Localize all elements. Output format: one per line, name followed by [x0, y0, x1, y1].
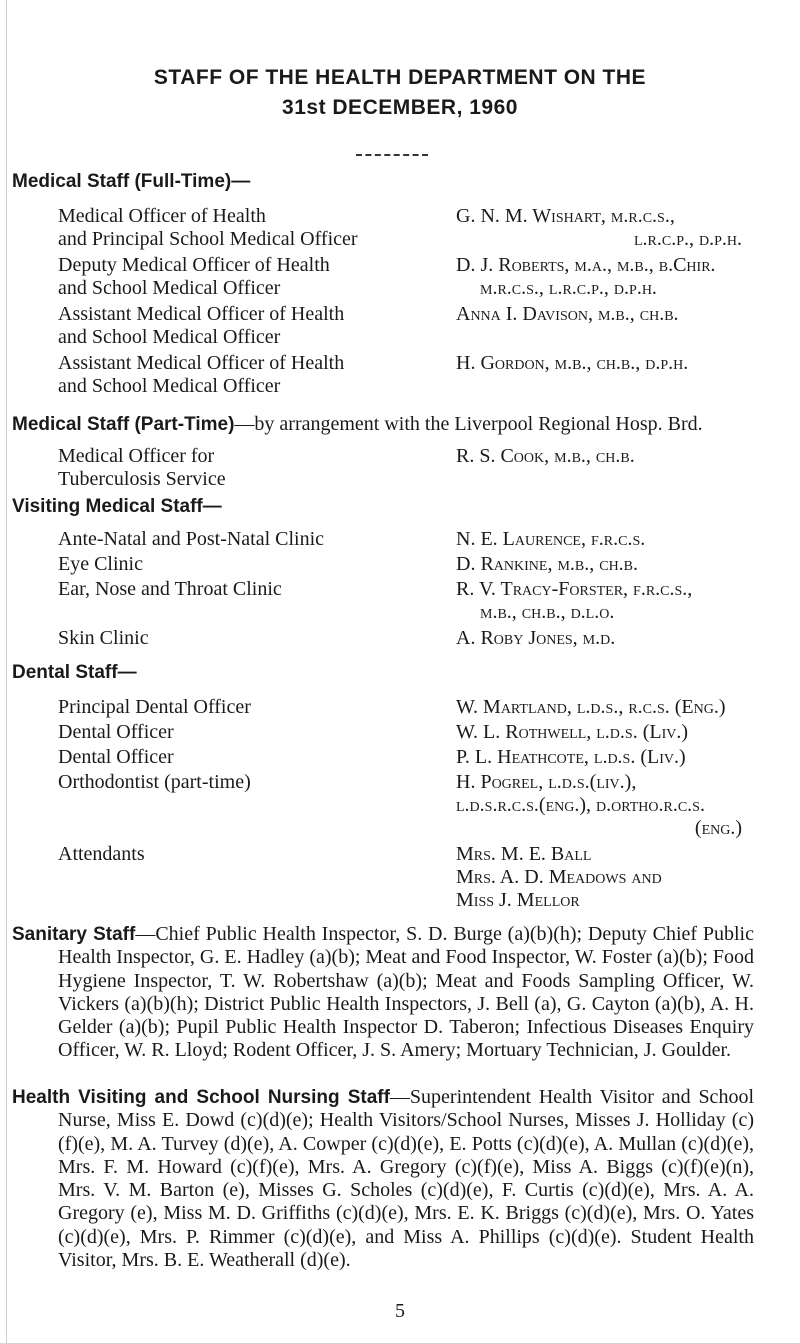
section-heading-dental: Dental Staff—	[12, 662, 137, 683]
position-label: Assistant Medical Officer of Health and School Medical Officer	[58, 303, 345, 348]
staff-qualifications: l.r.c.p., d.p.h.	[633, 228, 742, 250]
position-label: Principal Dental Officer	[58, 696, 251, 718]
staff-qualifications: (eng.)	[694, 817, 742, 839]
position-label: Dental Officer	[58, 746, 174, 768]
nursing-staff-paragraph: Health Visiting and School Nursing Staff—Superintendent Health Visitor and School Nurse, Miss E. Dowd (c)(d)(e); Health Visitors/School Nurses, Misses J. Holliday (c)(f)(e), M. A. Turvey (d)(e), A. Cowper (c)(d)(e), E. Potts (c)(d)(e), A. Mullan (c)(d)(e), Mrs. F. M. Howard (c)(f)(e), Mrs. A. Gregory (c)(f)(e), Miss A. Biggs (c)(f)(e)(n), Mrs. V. M. Barton (e), Misses G. Scholes (c)(d)(e), F. Curtis (c)(d)(e), Mrs. A. A. Gregory (e), Miss M. D. Griffiths (c)(d)(e), Mrs. E. K. Briggs (c)(d)(e), Mrs. O. Yates (c)(d)(e), Mrs. P. Rimmer (c)(d)(e), and Miss A. Phillips (c)(d)(e). Student Health Visitor, Mrs. B. E. Weatherall (d)(e).	[12, 1086, 754, 1272]
page-gutter	[0, 0, 7, 1343]
section-heading-medical-full-time: Medical Staff (Full-Time)—	[12, 171, 251, 192]
staff-name: A. Roby Jones, m.d.	[456, 627, 616, 649]
position-label: Eye Clinic	[58, 553, 143, 575]
staff-name: W. L. Rothwell, l.d.s. (Liv.)	[456, 721, 688, 743]
staff-name: P. L. Heathcote, l.d.s. (Liv.)	[456, 746, 686, 768]
staff-name: D. J. Roberts, m.a., m.b., b.Chir.	[456, 254, 716, 276]
page-number: 5	[395, 1300, 405, 1322]
section-heading-nursing: Health Visiting and School Nursing Staff	[12, 1087, 390, 1108]
position-label: Deputy Medical Officer of Health and School Medical Officer	[58, 254, 330, 299]
section-heading-visiting: Visiting Medical Staff—	[12, 496, 222, 517]
title-divider	[356, 154, 428, 156]
staff-qualifications: m.r.c.s., l.r.c.p., d.p.h.	[480, 277, 657, 299]
position-label: Assistant Medical Officer of Health and School Medical Officer	[58, 352, 345, 397]
staff-name: D. Rankine, m.b., ch.b.	[456, 553, 639, 575]
staff-name: R. S. Cook, m.b., ch.b.	[456, 445, 635, 467]
staff-name: W. Martland, l.d.s., r.c.s. (Eng.)	[456, 696, 726, 718]
position-label: Ante-Natal and Post-Natal Clinic	[58, 528, 325, 550]
position-label: Attendants	[58, 843, 145, 865]
staff-qualifications: m.b., ch.b., d.l.o.	[480, 601, 615, 623]
staff-name: N. E. Laurence, f.r.c.s.	[456, 528, 646, 550]
staff-name: Mrs. A. D. Meadows and	[456, 866, 662, 888]
position-label: Medical Officer of Health and Principal School Medical Officer	[58, 205, 358, 250]
staff-name: Anna I. Davison, m.b., ch.b.	[456, 303, 679, 325]
staff-qualifications: l.d.s.r.c.s.(eng.), d.ortho.r.c.s.	[456, 794, 705, 816]
staff-name: R. V. Tracy-Forster, f.r.c.s.,	[456, 578, 693, 600]
section-heading-medical-part-time: Medical Staff (Part-Time)—by arrangement with the Liverpool Regional Hosp. Brd.	[12, 413, 703, 435]
position-label: Orthodontist (part-time)	[58, 771, 251, 793]
position-label: Skin Clinic	[58, 627, 149, 649]
sanitary-staff-paragraph: Sanitary Staff—Chief Public Health Inspector, S. D. Burge (a)(b)(h); Deputy Chief Public Health Inspector, G. E. Hadley (a)(b); Meat and Food Inspector, W. Foster (a)(b); Food Hygiene Inspector, T. W. Robertshaw (a)(b); Meat and Foods Sampling Officer, W. Vickers (a)(b)(h); District Public Health Inspectors, J. Bell (a), G. Cayton (a)(b), A. H. Gelder (a)(b); Pupil Public Health Inspector D. Taberon; Infectious Diseases Enquiry Officer, W. R. Lloyd; Rodent Officer, J. S. Amery; Mortuary Technician, J. Goulder.	[12, 923, 754, 1062]
page-title: STAFF OF THE HEALTH DEPARTMENT ON THE	[153, 66, 647, 89]
position-label: Medical Officer for Tuberculosis Service	[58, 445, 226, 490]
page-subtitle: 31st DECEMBER, 1960	[282, 96, 518, 119]
position-label: Dental Officer	[58, 721, 174, 743]
staff-name: Mrs. M. E. Ball	[456, 843, 592, 865]
section-heading-sanitary: Sanitary Staff	[12, 924, 136, 945]
staff-name: H. Pogrel, l.d.s.(liv.),	[456, 771, 637, 793]
staff-name: G. N. M. Wishart, m.r.c.s.,	[456, 205, 675, 227]
staff-name: H. Gordon, m.b., ch.b., d.p.h.	[456, 352, 689, 374]
staff-name: Miss J. Mellor	[456, 889, 580, 911]
position-label: Ear, Nose and Throat Clinic	[58, 578, 282, 600]
